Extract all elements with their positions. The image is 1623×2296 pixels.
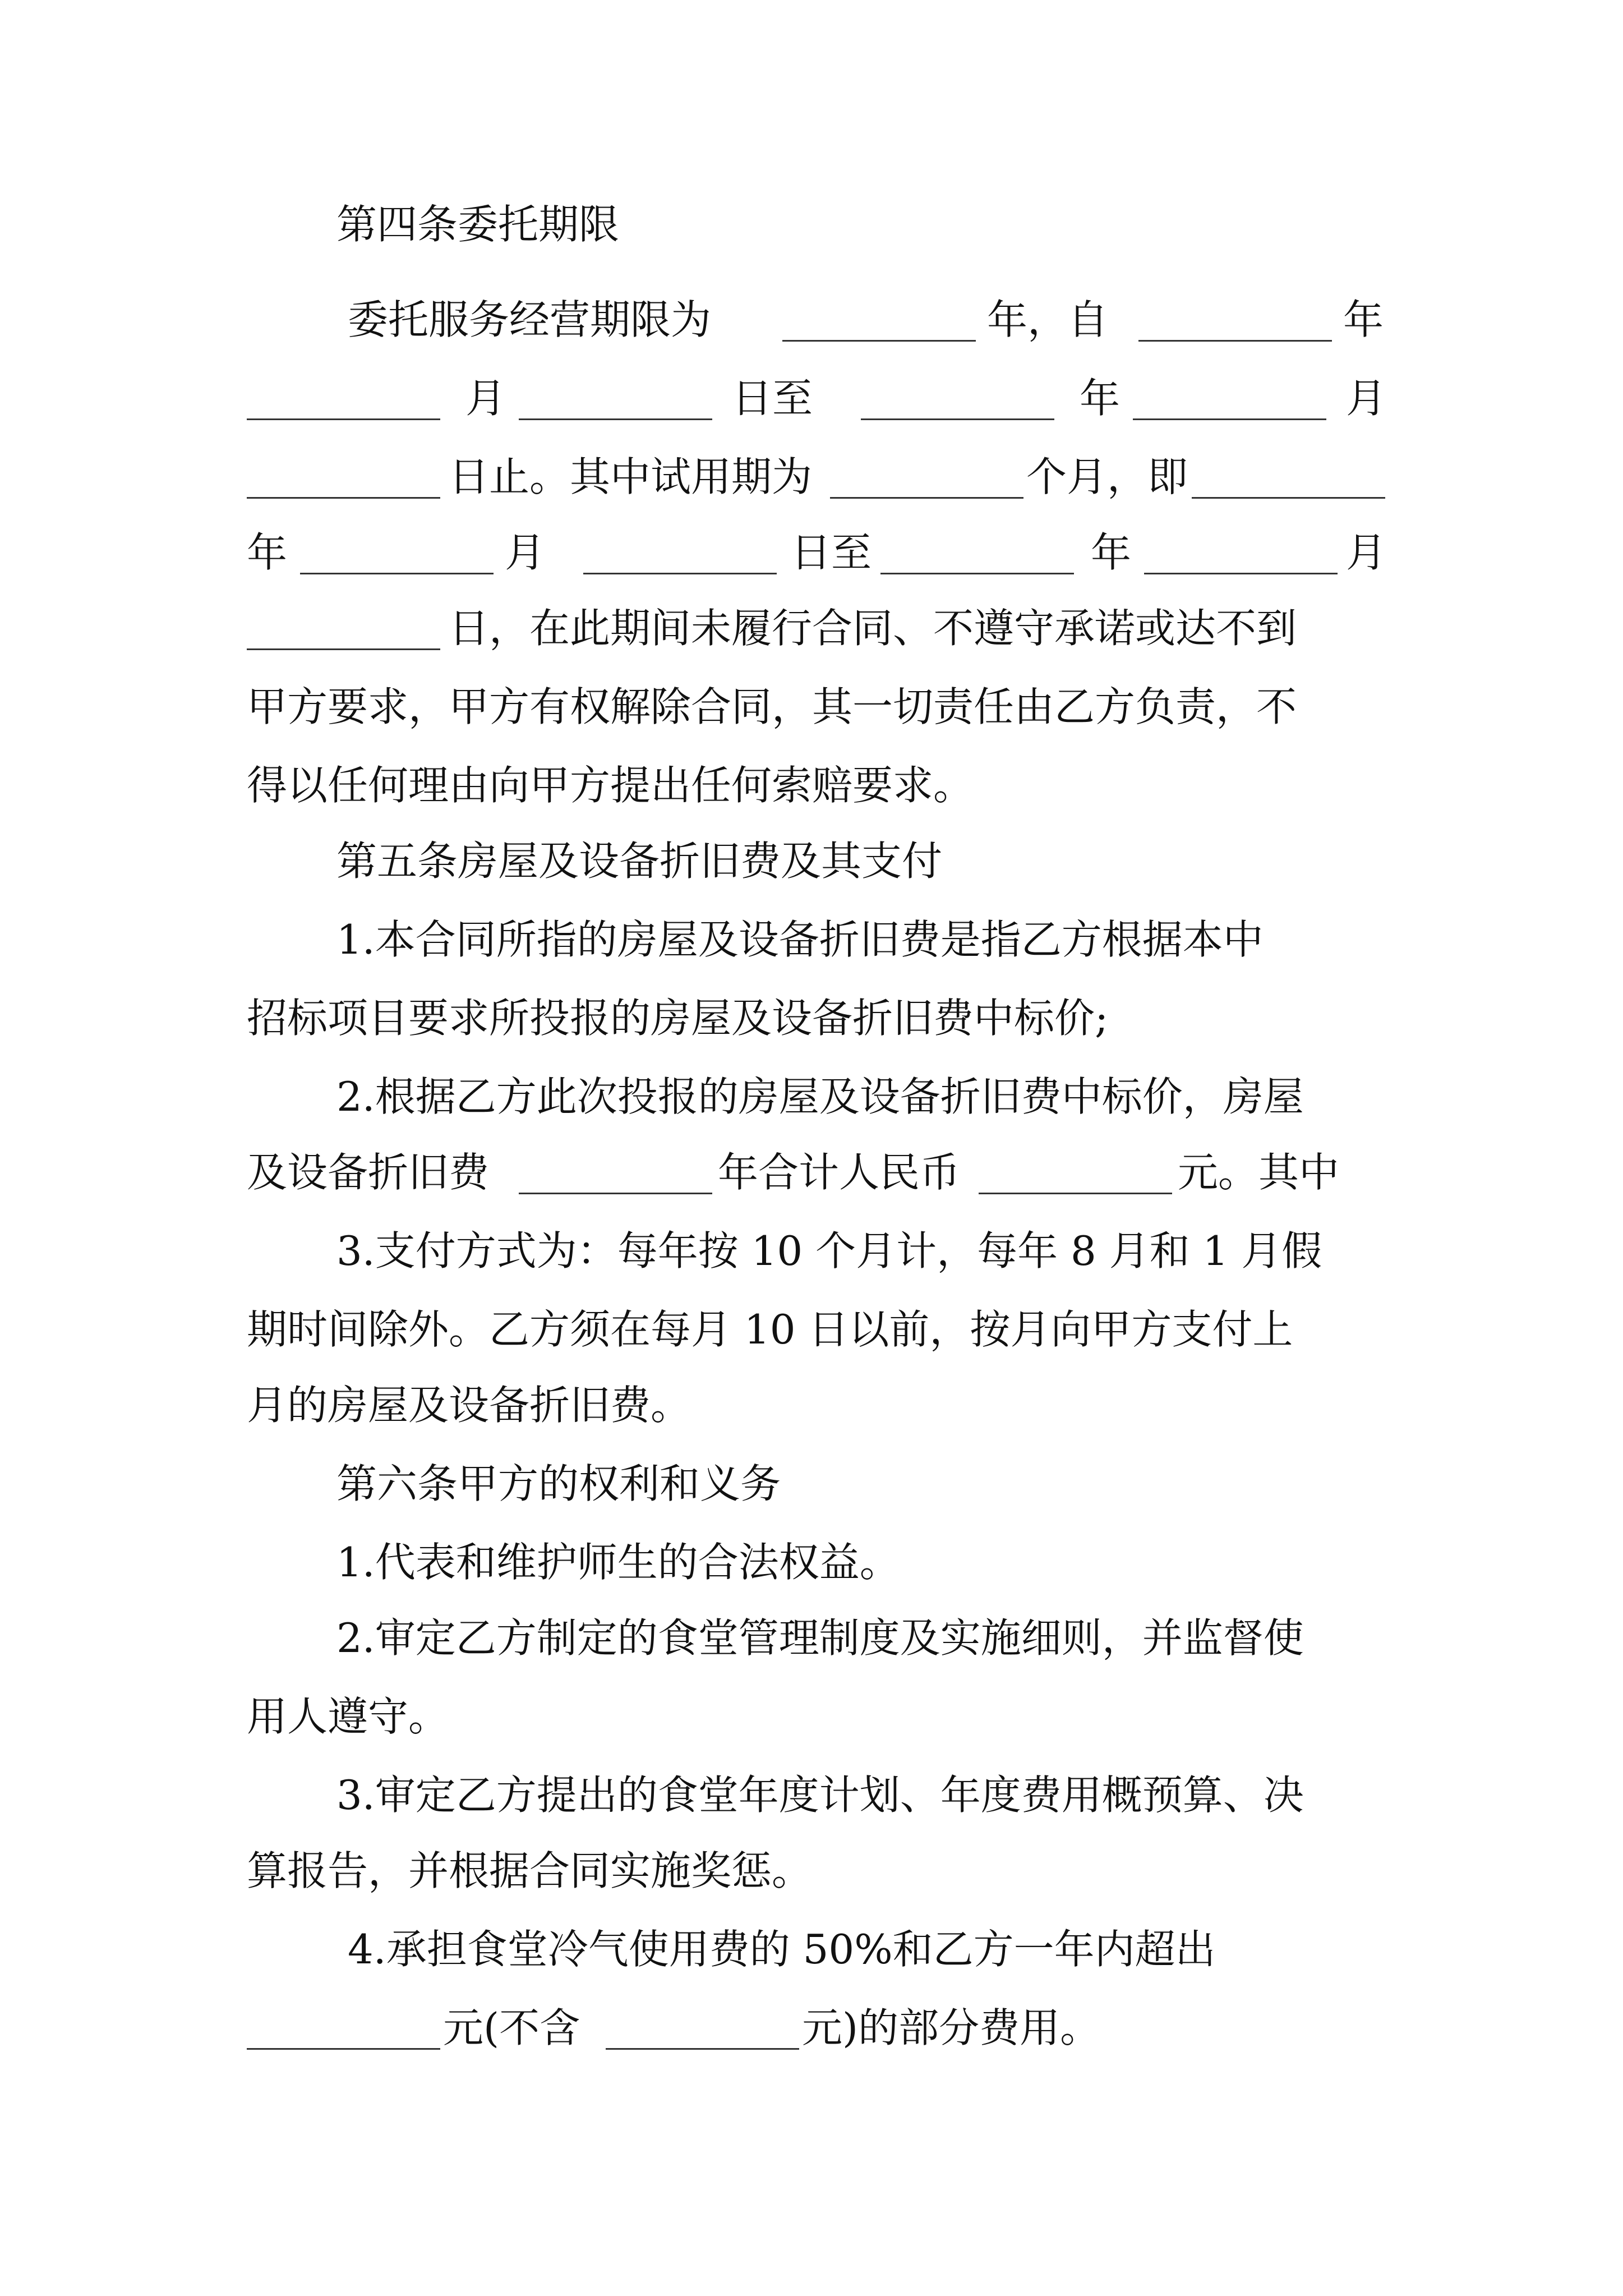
text-segment: 2.审定乙方制定的食堂管理制度及实施细则，并监督使 [336, 1614, 1304, 1662]
text-segment: 及设备折旧费 [247, 1149, 490, 1196]
blank-field [247, 418, 440, 420]
blank-field [1133, 418, 1326, 420]
blank-field [247, 497, 440, 499]
article-5-item-3-line-2 [0, 1296, 1623, 1363]
blank-field [861, 418, 1054, 420]
blank-field [1144, 573, 1338, 574]
text-segment: 招标项目要求所投报的房屋及设备折旧费中标价; [247, 995, 1109, 1042]
text-segment: 甲方要求，甲方有权解除合同，其一切责任由乙方负责，不 [247, 683, 1297, 730]
blank-field [519, 1193, 712, 1194]
text-segment: 月 [1346, 529, 1387, 576]
blank-field [979, 1193, 1172, 1194]
blank-field [247, 2048, 440, 2050]
text-segment: 年 [247, 529, 288, 576]
text-segment: 年 [1080, 375, 1121, 422]
article-5-item-3-line-1 [0, 1217, 1623, 1285]
text-segment: 1.代表和维护师生的合法权益。 [336, 1539, 900, 1586]
blank-field [519, 418, 712, 420]
article-5-item-3-line-3 [0, 1372, 1623, 1439]
article-6-item-2-line-1 [0, 1604, 1623, 1672]
text-segment: 期时间除外。乙方须在每月 10 日以前，按月向甲方支付上 [247, 1306, 1293, 1353]
article-6-heading: 第六条甲方的权利和义务 [336, 1460, 781, 1507]
text-segment: 月 [1346, 375, 1387, 422]
article-5-item-2-line-2 [0, 1139, 1623, 1206]
blank-field [247, 648, 440, 650]
blank-field [1138, 340, 1332, 342]
text-segment: 1.本合同所指的房屋及设备折旧费是指乙方根据本中 [336, 916, 1264, 963]
article-6-item-1 [0, 1529, 1623, 1596]
text-segment: 日，在此期间未履行合同、不遵守承诺或达不到 [449, 605, 1297, 652]
text-segment: 4.承担食堂冷气使用费的 50%和乙方一年内超出 [348, 1926, 1216, 1973]
article-5-item-1-line-1 [0, 906, 1623, 973]
article-6-heading-line [0, 1450, 1623, 1517]
article-4-line-3 [0, 443, 1623, 510]
article-5-heading: 第五条房屋及设备折旧费及其支付 [336, 838, 943, 885]
blank-field [880, 573, 1074, 574]
text-segment: 月 [465, 375, 506, 422]
text-segment: 年 [1343, 296, 1384, 343]
blank-field [1192, 497, 1385, 499]
text-segment: 个月，即 [1026, 453, 1188, 500]
article-4-line-5 [0, 595, 1623, 662]
article-6-item-4-line-2 [0, 1994, 1623, 2062]
text-segment: 日至 [732, 375, 813, 422]
text-segment: 年，自 [987, 296, 1109, 343]
text-segment: 元)的部分费用。 [802, 2004, 1101, 2051]
article-5-item-2-line-1 [0, 1063, 1623, 1130]
blank-field [606, 2048, 799, 2050]
text-segment: 月的房屋及设备折旧费。 [247, 1382, 691, 1429]
article-4-heading: 第四条委托期限 [336, 201, 620, 248]
text-segment: 月 [505, 529, 546, 576]
text-segment: 元。其中 [1178, 1149, 1340, 1196]
text-segment: 用人遵守。 [247, 1693, 449, 1740]
blank-field [300, 573, 494, 574]
text-segment: 日止。其中试用期为 [449, 453, 813, 500]
text-segment: 算报告，并根据合同实施奖惩。 [247, 1847, 813, 1894]
article-4-line-6 [0, 673, 1623, 740]
text-segment: 委托服务经营期限为 [348, 296, 712, 343]
article-6-item-3-line-2 [0, 1837, 1623, 1904]
text-segment: 年 [1091, 529, 1132, 576]
text-segment: 年合计人民币 [718, 1149, 961, 1196]
article-5-heading-line [0, 827, 1623, 895]
article-6-item-2-line-2 [0, 1683, 1623, 1750]
article-4-line-1 [0, 286, 1623, 353]
blank-field [782, 340, 976, 342]
text-segment: 元(不含 [443, 2004, 580, 2051]
article-6-item-3-line-1 [0, 1761, 1623, 1829]
article-4-line-7 [0, 752, 1623, 819]
text-segment: 3.审定乙方提出的食堂年度计划、年度费用概预算、决 [336, 1772, 1304, 1819]
article-4-line-2 [0, 365, 1623, 432]
text-segment: 2.根据乙方此次投报的房屋及设备折旧费中标价，房屋 [336, 1073, 1304, 1120]
article-6-item-4-line-1 [0, 1916, 1623, 1983]
blank-field [583, 573, 777, 574]
text-segment: 得以任何理由向甲方提出任何索赔要求。 [247, 762, 974, 809]
text-segment: 3.支付方式为：每年按 10 个月计，每年 8 月和 1 月假 [336, 1227, 1322, 1274]
text-segment: 日至 [791, 529, 872, 576]
blank-field [830, 497, 1023, 499]
article-4-heading-line [0, 191, 1623, 258]
article-5-item-1-line-2 [0, 984, 1623, 1052]
article-4-line-4 [0, 519, 1623, 586]
